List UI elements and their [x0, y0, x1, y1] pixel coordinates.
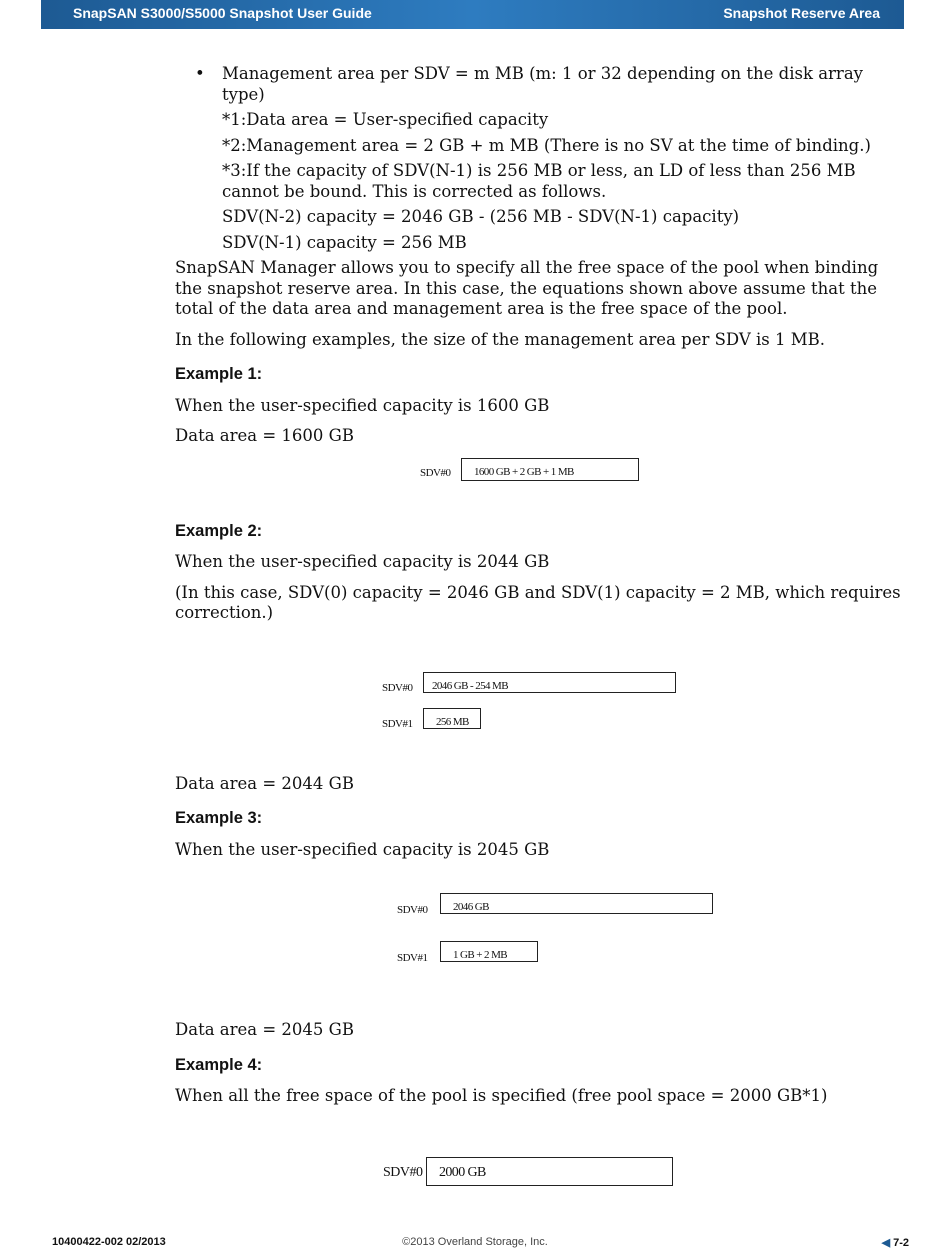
sdv-label: SDV#0	[420, 466, 451, 479]
sdv-label: SDV#0	[383, 1164, 423, 1180]
paragraph: When the user-specified capacity is 1600 GB	[175, 395, 550, 415]
paragraph: When the user-specified capacity is 2044 GB	[175, 552, 550, 571]
example-heading: Example 3:	[175, 809, 263, 827]
sdv-box: 1600 GB + 2 GB + 1 MB	[461, 458, 639, 481]
sdv-box: 2046 GB	[440, 893, 713, 914]
bullet-line: SDV(N-2) capacity = 2046 GB - (256 MB - SDV(N-1) capacity)	[222, 207, 740, 226]
example3-diagram	[175, 870, 910, 1020]
bullet-line: Management area per SDV = m MB (m: 1 or 32 depending on the disk array type)	[222, 64, 863, 104]
paragraph: Data area = 2044 GB	[175, 773, 354, 793]
paragraph: Data area = 2045 GB	[175, 1020, 354, 1039]
page-number	[882, 1236, 909, 1249]
bullet-line: *3:If the capacity of SDV(N-1) is 256 MB or less, an LD of less than 256 MB cannot be bound. This is corrected as follows.	[222, 161, 856, 201]
example-heading: Example 4:	[175, 1055, 263, 1074]
sdv-box: 2000 GB	[426, 1157, 673, 1186]
paragraph: (In this case, SDV(0) capacity = 2046 GB and SDV(1) capacity = 2 MB, which requires correction.)	[175, 582, 901, 622]
paragraph: In the following examples, the size of the management area per SDV is 1 MB.	[175, 329, 826, 349]
bullet-list	[175, 64, 910, 253]
bullet-line: SDV(N-1) capacity = 256 MB	[222, 232, 467, 252]
page-content	[175, 64, 910, 1197]
bullet-line: *1:Data area = User-specified capacity	[222, 110, 549, 129]
sdv-label: SDV#1	[397, 952, 428, 964]
sdv-box: 2046 GB - 254 MB	[423, 672, 676, 693]
section-title: Snapshot Reserve Area	[723, 5, 880, 21]
sdv-box: 256 MB	[423, 708, 481, 729]
sdv-label: SDV#0	[397, 904, 428, 916]
sdv-label: SDV#1	[382, 717, 413, 730]
doc-number: 10400422-002 02/2013	[52, 1236, 166, 1248]
sdv-label: SDV#0	[382, 681, 413, 694]
bullet-line: *2:Management area = 2 GB + m MB (There is no SV at the time of binding.)	[222, 135, 871, 155]
example4-diagram	[175, 1117, 910, 1197]
example-heading: Example 2:	[175, 521, 263, 540]
bullet-symbol: •	[195, 64, 205, 83]
paragraph: When the user-specified capacity is 2045 GB	[175, 839, 550, 859]
guide-title: SnapSAN S3000/S5000 Snapshot User Guide	[73, 5, 372, 21]
copyright: ©2013 Overland Storage, Inc.	[402, 1236, 548, 1248]
example2-diagram	[175, 634, 910, 774]
page-number-label: 7-2	[893, 1237, 909, 1249]
paragraph: When all the free space of the pool is specified (free pool space = 2000 GB*1)	[175, 1086, 828, 1105]
example-heading: Example 1:	[175, 365, 263, 383]
page-header	[41, 0, 904, 29]
previous-page-arrow-icon[interactable]: ◀	[881, 1237, 891, 1249]
sdv-box: 1 GB + 2 MB	[440, 941, 538, 962]
paragraph: SnapSAN Manager allows you to specify all the free space of the pool when binding the snapshot reserve area. In this case, the equations shown above assume that the total of the data area and management area is the free space of the pool.	[175, 258, 879, 318]
paragraph: Data area = 1600 GB	[175, 426, 354, 445]
example1-diagram	[175, 457, 910, 507]
